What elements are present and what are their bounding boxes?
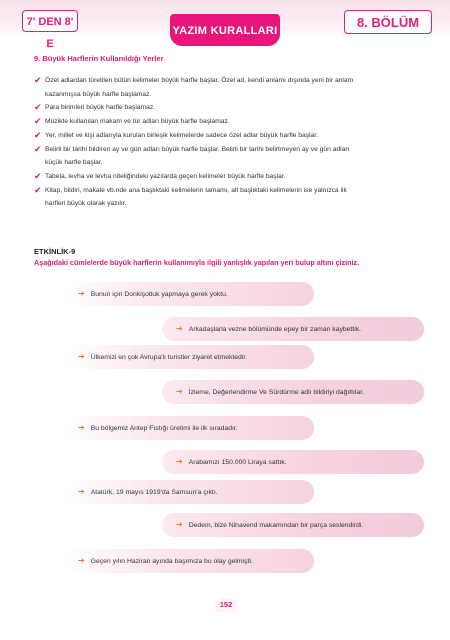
sentence-item: ➔ Arabamızı 150.000 Liraya sattık.: [162, 450, 424, 474]
sentence-item: ➔ Atatürk, 19 mayıs 1919'da Samsun'a çıktı.: [64, 480, 314, 504]
arrow-icon: ➔: [78, 289, 85, 298]
section-heading: 9. Büyük Harflerin Kullanıldığı Yerler: [34, 54, 164, 63]
activity-instruction: Aşağıdaki cümlelerde büyük harflerin kullanımıyla ilgili yanlışlık yapılan yeri bulup altını çiziniz.: [34, 258, 360, 267]
rule-item-continued: kazanmışsa büyük harfle başlamaz.: [45, 90, 152, 98]
rule-item: ✔ Kitap, bildiri, makale vb.nde ana başlıktaki kelimelerin tamamı, alt başlıktaki kelimelerin ise yalnızca ilk: [34, 184, 347, 195]
sentence-item: ➔ Geçen yılın Haziran ayında başımıza bu olay gelmişti.: [64, 549, 314, 573]
arrow-icon: ➔: [78, 487, 85, 496]
rule-item: ✔ Tabela, levha ve levha niteliğindeki yazılarda geçen kelimeler büyük harfle başlar.: [34, 170, 286, 181]
rule-item: ✔ Özel adlardan türetilen bütün kelimeler büyük harfle başlar. Özel ad, kendi anlamı dışında yeni bir anlam: [34, 75, 354, 85]
check-icon: ✔: [34, 129, 42, 140]
grade-label: 7' DEN 8' E: [22, 10, 78, 32]
rule-item: ✔ Para birimleri büyük harfle başlamaz.: [34, 102, 156, 113]
arrow-icon: ➔: [78, 556, 85, 565]
arrow-icon: ➔: [176, 457, 183, 466]
check-icon: ✔: [34, 184, 42, 195]
check-icon: ✔: [34, 143, 42, 154]
check-icon: ✔: [34, 75, 42, 85]
sentence-item: ➔ İzleme, Değerlendirme Ve Sürdürme adlı bildiriyi dağıttılar.: [162, 380, 424, 404]
rule-item: ✔ Yer, millet ve kişi adlarıyla kurulan birleşik kelimelerde sadece özel adlar büyük harfle başlar.: [34, 129, 318, 140]
arrow-icon: ➔: [176, 387, 183, 396]
sentence-item: ➔ Arkadaşlarla vezne bölümünde epey bir zaman kaybettik.: [162, 317, 424, 341]
check-icon: ✔: [34, 116, 42, 127]
chapter-title: YAZIM KURALLARI: [170, 14, 280, 46]
activity-title: ETKİNLİK-9: [34, 247, 76, 256]
section-label: 8. BÖLÜM: [344, 10, 432, 34]
rules-list: [34, 74, 424, 211]
rule-item-continued: harfleri büyük olarak yazılır.: [45, 200, 127, 208]
arrow-icon: ➔: [78, 423, 85, 432]
check-icon: ✔: [34, 102, 42, 113]
page-number: 152: [215, 598, 237, 612]
sentence-item: ➔ Bunun için Donkişotluk yapmaya gerek yoktu.: [64, 282, 314, 306]
check-icon: ✔: [34, 170, 42, 181]
sentence-item: ➔ Dedem, bize Nihavend makamından bir parça seslendirdi.: [162, 513, 424, 537]
rule-item-continued: küçük harfle başlar.: [45, 159, 103, 167]
arrow-icon: ➔: [176, 520, 183, 529]
arrow-icon: ➔: [176, 324, 183, 333]
rule-item: ✔ Müzikte kullanılan makam ve tür adları büyük harfle başlamaz.: [34, 116, 230, 127]
sentence-item: ➔ Bu bölgemiz Antep Fıstığı üretimi ile ilk sıradadır.: [64, 416, 314, 440]
arrow-icon: ➔: [78, 352, 85, 361]
sentence-item: ➔ Ülkemizi en çok Avrupa'lı turistler ziyaret etmektedir.: [64, 345, 314, 369]
rule-item: ✔ Belirli bir tarihi bildiren ay ve gün adları büyük harfle başlar. Belirli bir tarihi belirtmeyen ay ve gün adları: [34, 143, 350, 154]
